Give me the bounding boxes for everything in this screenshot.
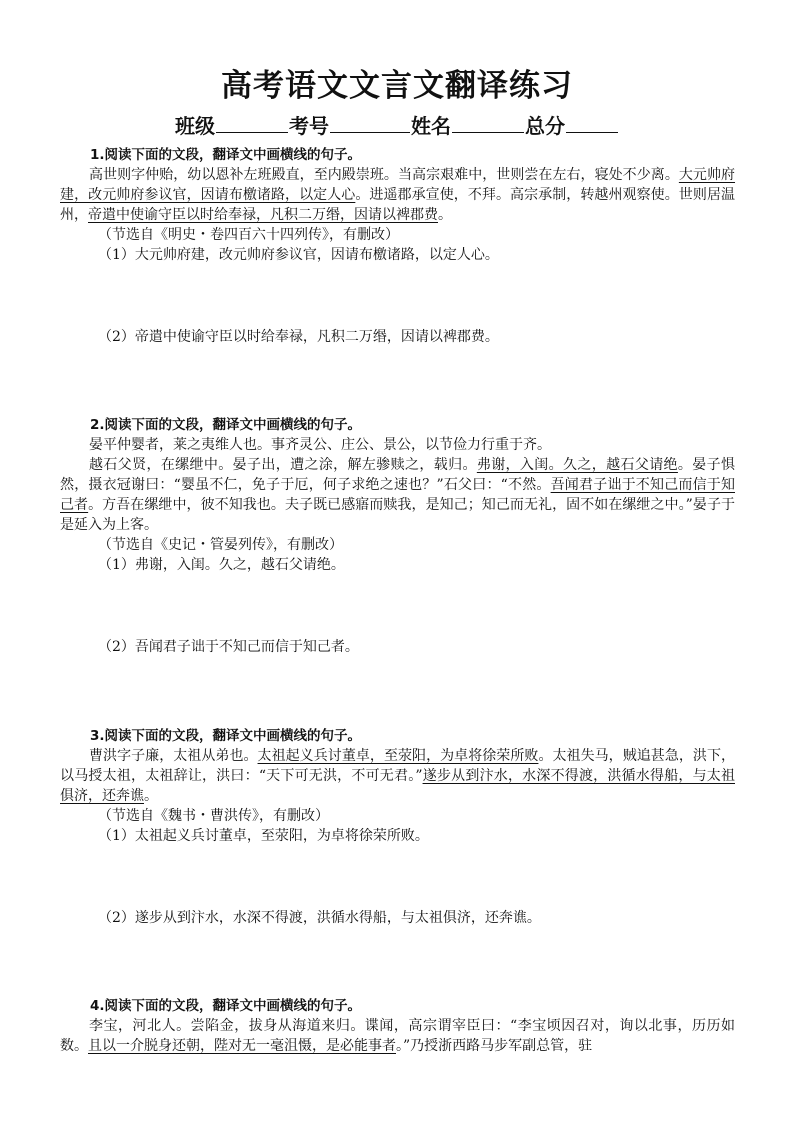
exam-no-blank[interactable] <box>330 114 410 133</box>
score-blank[interactable] <box>566 114 618 133</box>
underlined-sentence: 大元帅府建，改元帅府参议官，因请布檄诸路，以定人心 <box>60 167 736 203</box>
underlined-sentence: 弗谢，入闺。久之，越石父请绝 <box>476 457 678 473</box>
passage-segment: 。 <box>438 207 452 223</box>
question-1 <box>60 145 735 347</box>
translation-item-2: （2）吾闻君子诎于不知己而信于知己者。 <box>98 639 359 655</box>
passage-segment: 曹洪字子廉，太祖从弟也。 <box>89 748 258 764</box>
source-note: （节选自《明史・卷四百六十四列传》，有删改） <box>98 227 399 243</box>
passage-segment: 越石父贤，在缧绁中。晏子出，遭之涂，解左骖赎之，载归。 <box>89 457 477 473</box>
passage-segment: 。 <box>144 788 158 804</box>
passage-segment: 。”乃授浙西路马步军副总管，驻 <box>396 1038 593 1054</box>
underlined-sentence: 遂步从到汴水，水深不得渡，洪循水得船，与太祖俱济，还奔谯 <box>60 768 735 804</box>
source-note: （节选自《史记・管晏列传》，有删改） <box>98 537 343 553</box>
source-note: （节选自《魏书・曹洪传》，有删改） <box>98 808 329 824</box>
underlined-sentence: 太祖起义兵讨董卓，至荥阳，为卓将徐荣所败 <box>257 748 539 764</box>
passage-text <box>60 165 735 225</box>
question-2 <box>60 415 735 657</box>
passage-text <box>60 1016 735 1056</box>
passage-segment: 。晏子惧然，摄衣冠谢曰：“婴虽不仁，免子于厄，何子求绝之速也？”石父曰：“不然。 <box>60 457 736 493</box>
class-blank[interactable] <box>216 114 288 133</box>
question-heading: 3.阅读下面的文段，翻译文中画横线的句子。 <box>90 728 362 744</box>
passage-segment: 。进遥郡承宣使，不拜。高宗承制，转越州观察使。世则居温州， <box>60 187 736 223</box>
passage-text <box>60 746 735 806</box>
question-3 <box>60 726 735 928</box>
translation-item-2: （2）帝遣中使谕守臣以时给奉禄，凡积二万缗，因请以裨郡费。 <box>98 329 499 345</box>
passage-text: 晏平仲婴者，莱之夷维人也。事齐灵公、庄公、景公，以节俭力行重于齐。 <box>89 437 551 453</box>
translation-item-1: （1）弗谢，入闺。久之，越石父请绝。 <box>98 557 345 573</box>
class-label: 班级 <box>175 114 215 138</box>
passage-segment: 。方吾在缧绁中，彼不知我也。夫子既已感寤而赎我，是知己；知己而无礼，固不如在缧绁之中。”晏子于是延入为上客。 <box>60 497 736 533</box>
name-label: 姓名 <box>411 114 451 138</box>
question-heading: 1.阅读下面的文段，翻译文中画横线的句子。 <box>90 147 362 163</box>
exam-no-label: 考号 <box>289 114 329 138</box>
name-blank[interactable] <box>452 114 524 133</box>
underlined-sentence: 帝遣中使谕守臣以时给奉禄，凡积二万缗，因请以裨郡费 <box>88 207 438 223</box>
underlined-sentence: 且以一介脱身还朝，陛对无一毫沮慑，是必能事者 <box>88 1038 396 1054</box>
passage-segment: 高世则字仲贻，幼以恩补左班殿直，至内殿崇班。当高宗艰难中，世则尝在左右，寝处不少离。 <box>89 167 679 183</box>
score-label: 总分 <box>525 114 565 138</box>
question-heading: 2.阅读下面的文段，翻译文中画横线的句子。 <box>90 417 362 433</box>
underlined-sentence: 吾闻君子诎于不知己而信于知己者 <box>60 477 735 513</box>
passage-segment: 。太祖失马，贼追甚急，洪下，以马授太祖，太祖辞让，洪曰：“天下可无洪，不可无君。” <box>60 748 736 784</box>
passage-text <box>60 455 735 535</box>
question-4 <box>60 996 735 1056</box>
page-title: 高考语文文言文翻译练习 <box>221 68 573 104</box>
student-info-line <box>0 110 794 139</box>
translation-item-1: （1）太祖起义兵讨董卓，至荥阳，为卓将徐荣所败。 <box>98 828 429 844</box>
translation-item-2: （2）遂步从到汴水，水深不得渡，洪循水得船，与太祖俱济，还奔谯。 <box>98 910 541 926</box>
passage-segment: 李宝，河北人。尝陷金，拔身从海道来归。谍闻，高宗谓宰臣曰：“李宝顷因召对，询以北事，历历如数。 <box>60 1018 735 1054</box>
question-heading: 4.阅读下面的文段，翻译文中画横线的句子。 <box>90 998 362 1014</box>
translation-item-1: （1）大元帅府建，改元帅府参议官，因请布檄诸路，以定人心。 <box>98 247 499 263</box>
